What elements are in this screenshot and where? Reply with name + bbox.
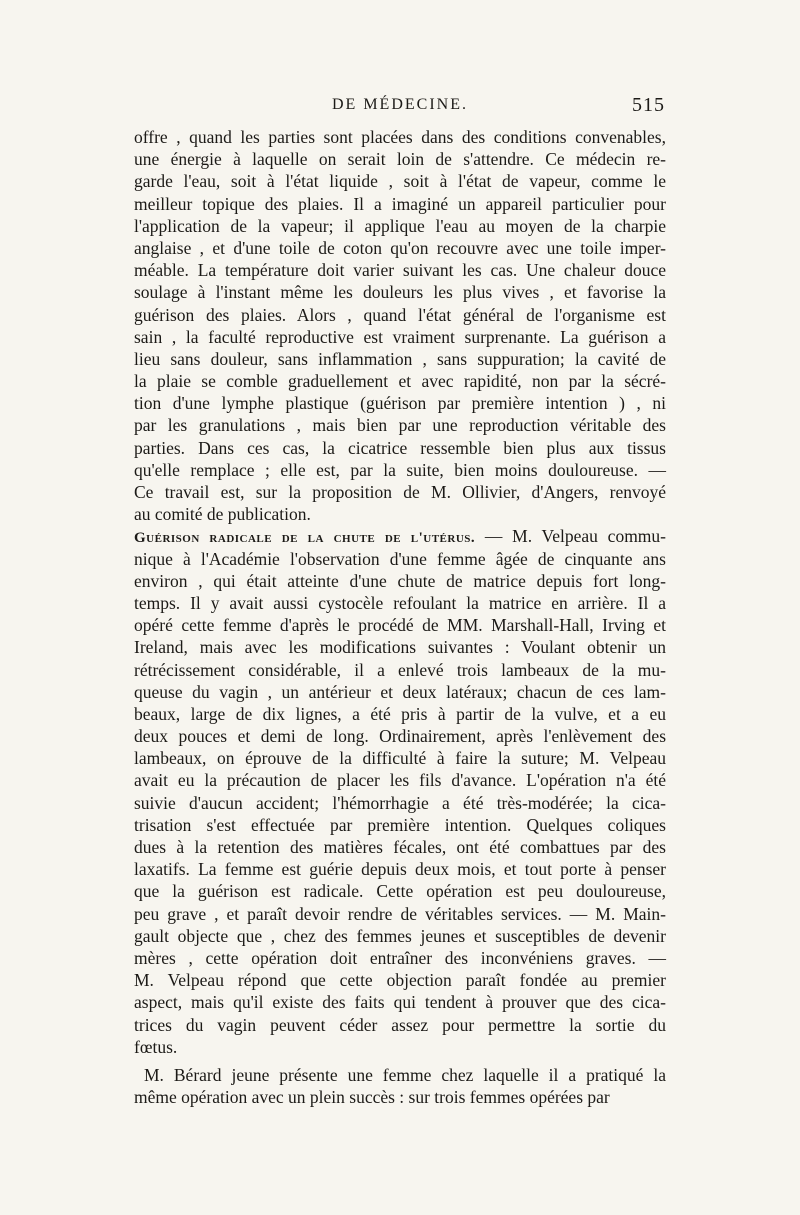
text-line: suivie d'aucun accident; l'hémorrhagie a été très-modérée; la cica- — [134, 792, 666, 813]
text-line: peu grave , et paraît devoir rendre de véritables services. — M. Main- — [134, 903, 666, 924]
text-line: temps. Il y avait aussi cystocèle refoulant la matrice en arrière. Il a — [134, 592, 666, 613]
text-line: méable. La température doit varier suivant les cas. Une chaleur douce — [134, 260, 666, 281]
page-number: 515 — [632, 94, 665, 116]
text-line: beaux, large de dix lignes, a été pris à partir de la vulve, et a eu — [134, 703, 666, 724]
text-line: meilleur topique des plaies. Il a imaginé un appareil particulier pour — [134, 193, 666, 214]
text-line: Ce travail est, sur la proposition de M. Ollivier, d'Angers, renvoyé — [134, 482, 666, 502]
text-line: soulage à l'instant même les douleurs les plus vives , et favorise la — [134, 282, 666, 303]
text-line: lieu sans douleur, sans inflammation , sans suppuration; la cavité de — [134, 348, 666, 369]
text-line: M. Velpeau répond que cette objection paraît fondée au premier — [134, 970, 666, 991]
text-line: tion d'une lymphe plastique (guérison par première intention ) , ni — [134, 393, 666, 414]
text-line: guérison des plaies. Alors , quand l'état général de l'organisme est — [134, 304, 666, 325]
paragraph-2 — [134, 548, 666, 1058]
text-line: une énergie à laquelle on serait loin de s'attendre. Ce médecin re- — [134, 149, 666, 170]
text-line: deux pouces et demi de long. Ordinairement, après l'enlèvement des — [134, 726, 666, 747]
text-line: parties. Dans ces cas, la cicatrice ressemble bien plus aux tissus — [134, 437, 666, 458]
section-heading-line — [134, 525, 666, 547]
text-line: opéré cette femme d'après le procédé de MM. Marshall-Hall, Irving et — [134, 615, 666, 636]
text-line: garde l'eau, soit à l'état liquide , soit à l'état de vapeur, comme le — [134, 171, 666, 192]
paragraph-3 — [134, 1064, 666, 1108]
paragraph-1 — [134, 126, 666, 525]
text-line: qu'elle remplace ; elle est, par la suite, bien moins douloureuse. — — [134, 459, 666, 480]
text-line: sain , la faculté reproductive est vraiment surprenante. La guérison a — [134, 326, 666, 347]
text-line: que la guérison est radicale. Cette opération est peu douloureuse, — [134, 881, 666, 902]
text-line: même opération avec un plein succès : sur trois femmes opérées par — [134, 1087, 610, 1108]
text-line: anglaise , et d'une toile de coton qu'on recouvre avec une toile imper- — [134, 237, 666, 258]
text-line: nique à l'Académie l'observation d'une femme âgée de cinquante ans — [134, 548, 666, 569]
section-heading-continuation: — M. Velpeau commu- — [484, 526, 666, 547]
text-line: l'application de la vapeur; il applique l'eau au moyen de la charpie — [134, 215, 666, 236]
text-line: queuse du vagin , un antérieur et deux latéraux; chacun de ces lam- — [134, 681, 666, 702]
text-line: la plaie se comble graduellement et avec rapidité, non par la sécré- — [134, 371, 666, 392]
text-line: environ , qui était atteinte d'une chute de matrice depuis fort long- — [134, 570, 666, 591]
text-line: M. Bérard jeune présente une femme chez laquelle il a pratiqué la — [144, 1064, 666, 1085]
page-header — [135, 96, 665, 122]
text-line: dues à la retention des matières fécales, ont été combattues par des — [134, 837, 666, 857]
text-line: mères , cette opération doit entraîner des inconvéniens graves. — — [134, 947, 666, 968]
text-line: au comité de publication. — [134, 504, 311, 525]
text-line: aspect, mais qu'il existe des faits qui tendent à prouver que des cica- — [134, 992, 666, 1013]
body-text — [134, 126, 666, 1108]
section-heading: Guérison radicale de la chute de l'utérus. — [134, 530, 476, 547]
text-line: gault objecte que , chez des femmes jeunes et susceptibles de devenir — [134, 925, 666, 946]
text-line: lambeaux, on éprouve de la difficulté à faire la suture; M. Velpeau — [134, 748, 666, 769]
text-line: trisation s'est effectuée par première intention. Quelques coliques — [134, 814, 666, 835]
text-line: rétrécissement considérable, il a enlevé trois lambeaux de la mu- — [134, 659, 666, 680]
running-head: DE MÉDECINE. — [332, 96, 468, 113]
text-line: fœtus. — [134, 1036, 178, 1057]
text-line: offre , quand les parties sont placées dans des conditions convenables, — [134, 127, 666, 147]
text-line: par les granulations , mais bien par une reproduction véritable des — [134, 415, 666, 436]
text-line: avait eu la précaution de placer les fils d'avance. L'opération n'a été — [134, 770, 666, 791]
text-line: laxatifs. La femme est guérie depuis deux mois, et tout porte à penser — [134, 859, 666, 880]
text-line: trices du vagin peuvent céder assez pour permettre la sortie du — [134, 1014, 666, 1035]
text-line: Ireland, mais avec les modifications suivantes : Voulant obtenir un — [134, 637, 666, 658]
